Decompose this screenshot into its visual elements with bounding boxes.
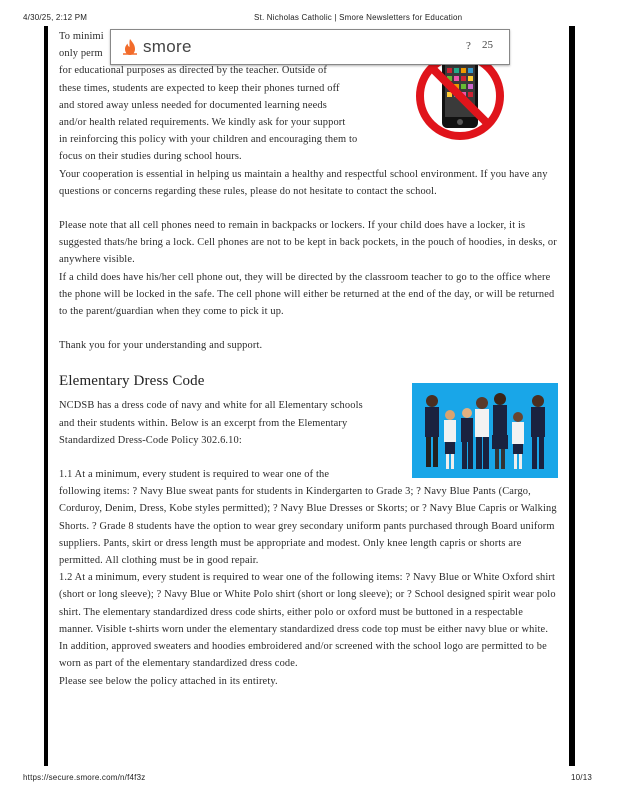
clause-1-1-paragraph: following items: ? Navy Blue sweat pants for students in Kindergarten to Grade 3; ? Navy Blue Pants (Cargo, Corduroy, Denim, Dress, Kobe styles permitted); ? Navy Blue Dresses or Skorts; or ? Navy Blue Capris or Walking Shorts. ? Grade 8 students have the option to wear grey secondary uniform pants purchased through Board uniform suppliers. Pants, skirt or dress length must be appropriate and modest. Only knee length capris or shorts are permitted. All clothing must be in good repair.	[59, 486, 557, 567]
print-timestamp: 4/30/25, 2:12 PM	[23, 13, 88, 22]
print-url: https://secure.smore.com/n/f4f3z	[23, 773, 146, 782]
text-line: in reinforcing this policy with your children and encouraging them to	[59, 134, 358, 146]
students-uniform-photo	[412, 383, 558, 478]
print-page-number: 10/13	[571, 773, 593, 782]
text-line: and/or health related requirements. We kindly ask for your support	[59, 117, 346, 129]
text-line: To minimi	[59, 31, 104, 42]
smore-flame-icon	[121, 38, 139, 60]
text-line: and stored away unless needed for documented learning needs	[59, 99, 327, 111]
clause-1-1-first-line: 1.1 At a minimum, every student is required to wear one of the	[59, 469, 330, 481]
dress-code-intro: NCDSB has a dress code of navy and white for all Elementary schools and their students within. Below is an excerpt from the Elementary Standardized Dress-Code Policy 302.6.10:	[59, 400, 363, 446]
safe-paragraph: If a child does have his/her cell phone out, they will be directed by the classroom teacher to go to the office where the phone will be locked in the safe. The cell phone will either be returned at the end of the day, or will be returned to the parent/guardian when they come to pick it up.	[59, 271, 555, 318]
cooperation-paragraph: Your cooperation is essential in helping us maintain a healthy and respectful school environment. If you have any questions or concerns regarding these rules, please do not hesitate to contact the school.	[59, 168, 548, 197]
clause-1-2-paragraph: 1.2 At a minimum, every student is required to wear one of the following items: ? Navy Blue or White Oxford shirt (short or long sleeve); ? Navy Blue or White Polo shirt (short or long sleeve); or ? School designed spirit wear polo shirt. The elementary standardized dress code shirts, either polo or oxford must be buttoned in a respectable manner. Visible t-shirts worn under the elementary standardized dress code top must be either navy blue or white. In addition, approved sweaters and hoodies embroidered and/or screened with the school logo are permitted to be worn as part of the elementary standardized dress code.	[59, 572, 556, 670]
right-border-bar	[569, 26, 575, 766]
thanks-paragraph: Thank you for your understanding and support.	[59, 340, 263, 352]
smore-logo-text[interactable]: smore	[143, 37, 192, 56]
no-phone-image	[412, 50, 508, 150]
text-line: these times, students are expected to keep their phones turned off	[59, 82, 340, 94]
smore-toolbar	[110, 29, 510, 65]
text-line: focus on their studies during school hours.	[59, 151, 242, 163]
dress-code-heading: Elementary Dress Code	[59, 373, 205, 390]
backpack-paragraph: Please note that all cell phones need to remain in backpacks or lockers. If your child does have a locker, it is suggested thats/he bring a lock. Cell phones are not to be kept in back pockets, in the pouch of hoodies, in desks, or anywhere visible.	[59, 220, 557, 266]
help-icon[interactable]: ?	[466, 40, 471, 52]
print-page-title: St. Nicholas Catholic | Smore Newsletters for Education	[254, 13, 463, 22]
policy-note: Please see below the policy attached in its entirety.	[59, 675, 278, 687]
left-border-bar	[44, 26, 48, 766]
count-badge[interactable]: 25	[482, 39, 493, 51]
text-line: for educational purposes as directed by the teacher. Outside of	[59, 65, 327, 77]
text-line: only perm	[59, 48, 103, 60]
